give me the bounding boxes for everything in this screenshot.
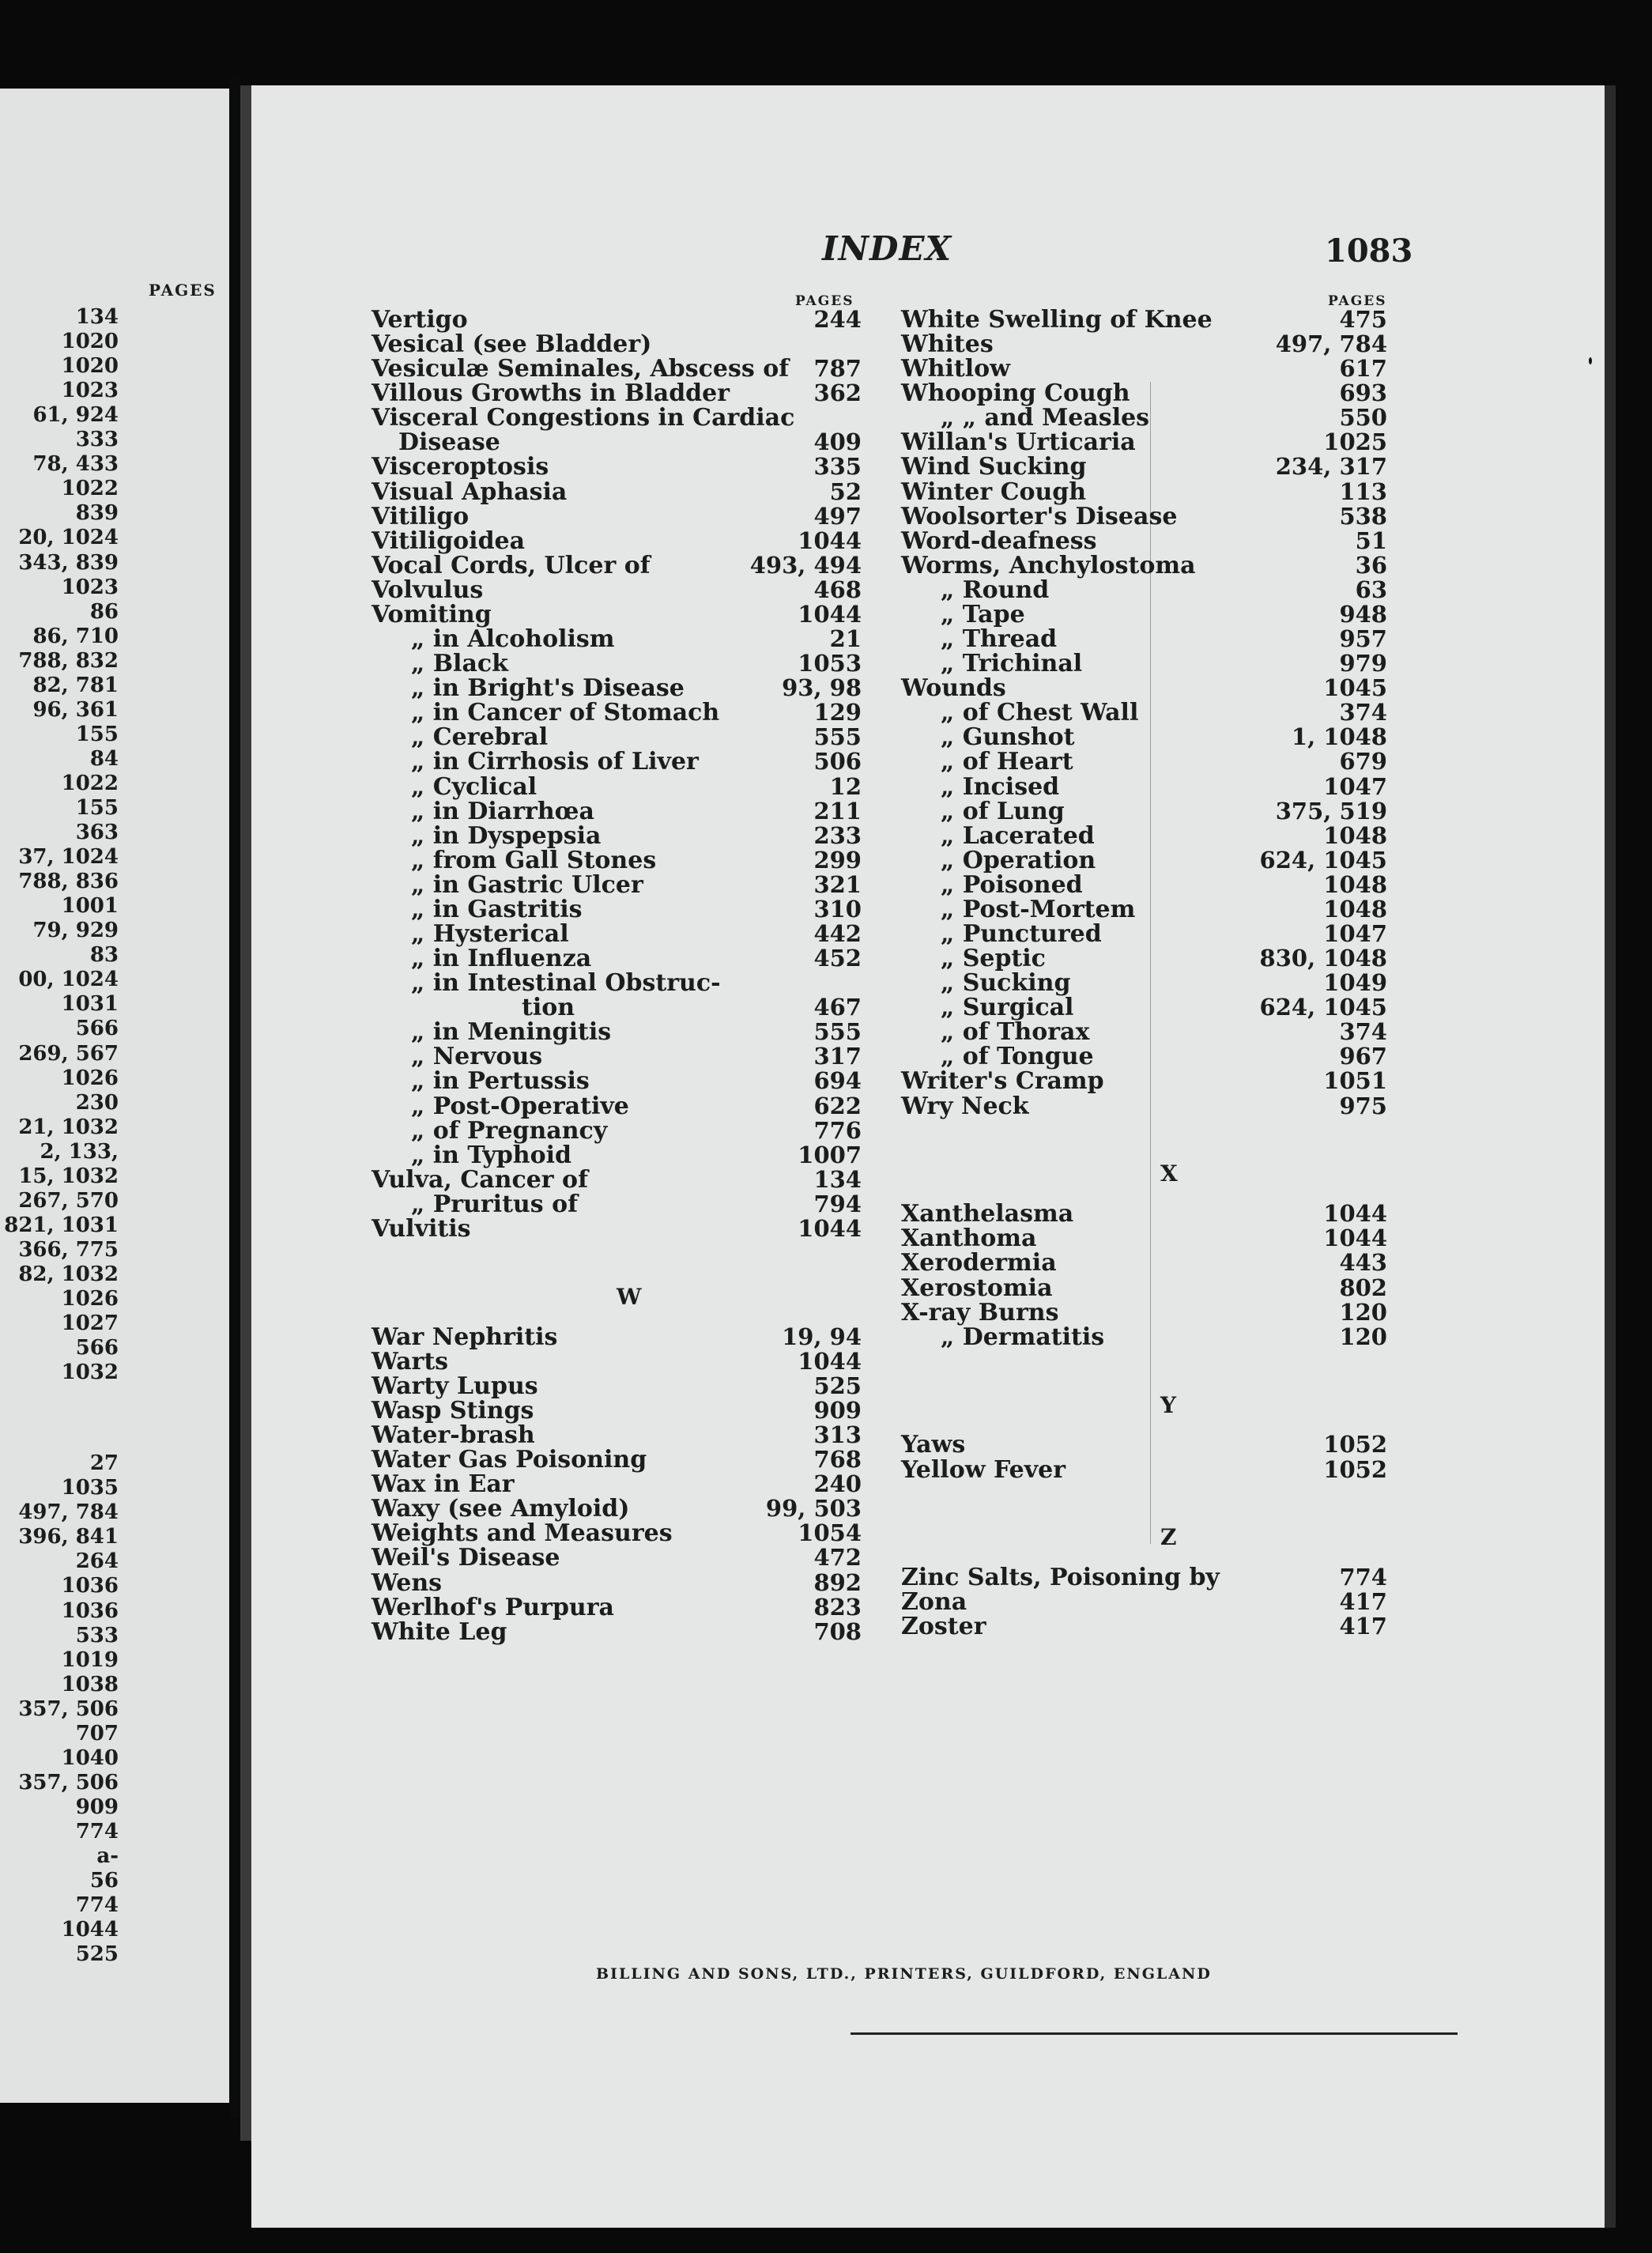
left-page-number: 1023 xyxy=(61,379,119,403)
left-page-number: 1038 xyxy=(61,1672,119,1696)
left-page-number: 788, 832 xyxy=(18,648,119,673)
left-page-number: 155 xyxy=(75,796,119,820)
left-page-number: 27 xyxy=(89,1451,119,1476)
section-letter: Y xyxy=(1160,1391,1176,1418)
index-entry: Vitiligoidea xyxy=(372,526,526,555)
index-entry: Vomiting xyxy=(372,600,492,628)
left-page-number: 357, 506 xyxy=(18,1770,119,1794)
index-entry: „ in Diarrhœa xyxy=(411,797,594,825)
index-page-ref: 1045 xyxy=(1323,674,1387,702)
index-entry: „ of Chest Wall xyxy=(941,699,1139,727)
index-page-ref: 823 xyxy=(813,1593,862,1621)
index-entry: Vulvitis xyxy=(372,1214,471,1243)
index-entry: Whites xyxy=(901,330,994,359)
index-page-ref: 1047 xyxy=(1323,772,1387,800)
index-entry: Wens xyxy=(372,1568,443,1597)
index-entry: Worms, Anchylostoma xyxy=(901,551,1196,579)
index-entry: „ Lacerated xyxy=(941,821,1095,850)
index-page-ref: 892 xyxy=(813,1568,862,1596)
index-page-ref: 794 xyxy=(813,1190,862,1217)
index-entry: „ in Meningitis xyxy=(411,1018,612,1047)
left-page-number: 363 xyxy=(75,821,119,845)
section-letter: W xyxy=(617,1283,642,1310)
index-entry: „ Nervous xyxy=(411,1043,543,1071)
index-entry: Volvulus xyxy=(372,576,484,604)
index-entry: Wry Neck xyxy=(901,1092,1029,1120)
index-entry: „ Tape xyxy=(941,600,1025,628)
index-entry: „ of Heart xyxy=(941,748,1073,776)
index-page-ref: 979 xyxy=(1339,650,1387,677)
index-page-ref: 550 xyxy=(1339,404,1387,432)
section-letter: X xyxy=(1160,1160,1178,1187)
index-entry: tion xyxy=(522,994,575,1022)
left-page-number: 269, 567 xyxy=(18,1041,119,1066)
left-page-number: 00, 1024 xyxy=(18,968,119,992)
left-page-number: 37, 1024 xyxy=(18,845,119,870)
index-entry: Zoster xyxy=(901,1613,986,1641)
index-page-ref: 802 xyxy=(1339,1274,1387,1301)
index-entry: „ Septic xyxy=(941,945,1046,973)
left-page-number: 56 xyxy=(89,1869,119,1893)
index-entry: War Nephritis xyxy=(372,1323,558,1351)
index-page-ref: 211 xyxy=(813,797,862,825)
index-page-ref: 374 xyxy=(1339,699,1387,726)
index-page-ref: 21 xyxy=(829,625,862,653)
index-entry: Wounds xyxy=(901,674,1006,703)
left-page-number: 566 xyxy=(75,1336,119,1360)
index-entry: Yaws xyxy=(901,1431,966,1459)
index-entry: „ in Intestinal Obstruc- xyxy=(411,969,721,998)
index-page-ref: 321 xyxy=(813,870,862,898)
index-page-ref: 134 xyxy=(813,1165,862,1193)
index-entry: Weil's Disease xyxy=(372,1544,560,1572)
index-entry: Werlhof's Purpura xyxy=(372,1593,614,1621)
index-entry: „ Punctured xyxy=(941,920,1102,948)
left-page-number: 155 xyxy=(75,722,119,746)
index-page-ref: 93, 98 xyxy=(782,674,862,702)
index-entry: Visceroptosis xyxy=(372,453,549,481)
left-page-number: 83 xyxy=(89,943,119,968)
left-page-number: 78, 433 xyxy=(32,452,119,477)
index-page-ref: 787 xyxy=(813,355,862,383)
left-page-number: 788, 836 xyxy=(18,870,119,894)
index-page-ref: 493, 494 xyxy=(749,551,862,579)
index-page-ref: 1044 xyxy=(798,1214,862,1242)
index-page-ref: 442 xyxy=(813,920,862,947)
index-page-ref: 299 xyxy=(813,846,862,874)
index-entry: Zinc Salts, Poisoning by xyxy=(901,1564,1220,1592)
section-letter: Z xyxy=(1160,1524,1177,1551)
index-entry: Xerodermia xyxy=(901,1249,1057,1277)
index-entry: Yellow Fever xyxy=(901,1455,1066,1484)
index-entry: „ in Cirrhosis of Liver xyxy=(411,748,699,776)
index-entry: „ Dermatitis xyxy=(941,1323,1105,1351)
index-page-ref: 1052 xyxy=(1323,1431,1387,1459)
column-header-right: PAGES xyxy=(1328,293,1387,309)
index-page-ref: 975 xyxy=(1339,1092,1387,1119)
index-page-ref: 234, 317 xyxy=(1275,453,1387,481)
printer-imprint: BILLING AND SONS, LTD., PRINTERS, GUILDFORD, ENGLAND xyxy=(596,1965,1212,1983)
left-page-number: 267, 570 xyxy=(18,1188,119,1213)
left-page-number: 1044 xyxy=(61,1918,119,1942)
index-entry: „ „ and Measles xyxy=(941,404,1150,432)
column-header-left: PAGES xyxy=(795,293,854,309)
left-page-number: 839 xyxy=(75,501,119,526)
left-page-number: 1035 xyxy=(61,1476,119,1500)
left-page-number: 96, 361 xyxy=(32,697,119,722)
left-page-number: 774 xyxy=(75,1893,119,1918)
left-page-number: 497, 784 xyxy=(18,1500,119,1525)
index-page-ref: 1049 xyxy=(1323,969,1387,997)
index-page-ref: 497 xyxy=(813,502,862,530)
index-entry: Wind Sucking xyxy=(901,453,1087,481)
index-entry: Warty Lupus xyxy=(372,1372,538,1400)
left-page-number: 264 xyxy=(75,1549,119,1574)
index-entry: „ Round xyxy=(941,576,1050,604)
index-page-ref: 63 xyxy=(1355,576,1387,603)
index-entry: „ Thread xyxy=(941,625,1058,654)
index-entry: Vesical (see Bladder) xyxy=(372,330,652,359)
left-page-number: 15, 1032 xyxy=(18,1164,119,1188)
index-page-ref: 1044 xyxy=(1323,1200,1387,1228)
left-page-number: 707 xyxy=(75,1721,119,1745)
left-page-number: 230 xyxy=(75,1090,119,1115)
index-page-ref: 113 xyxy=(1339,477,1387,505)
left-page-fragment xyxy=(0,89,229,2103)
index-page-ref: 335 xyxy=(813,453,862,481)
index-page-ref: 768 xyxy=(813,1446,862,1474)
left-page-number: 1020 xyxy=(61,330,119,354)
index-page-ref: 679 xyxy=(1339,748,1387,776)
left-page-number: 343, 839 xyxy=(18,550,119,575)
index-entry: Whitlow xyxy=(901,355,1010,383)
index-entry: „ Sucking xyxy=(941,969,1071,998)
index-page-ref: 693 xyxy=(1339,379,1387,407)
left-page-number: 1032 xyxy=(61,1360,119,1385)
index-page-ref: 120 xyxy=(1339,1323,1387,1350)
index-page-ref: 375, 519 xyxy=(1275,797,1387,825)
index-page-ref: 1044 xyxy=(1323,1225,1387,1252)
index-entry: „ Cyclical xyxy=(411,772,537,801)
index-entry: Wasp Stings xyxy=(372,1396,534,1425)
index-entry: Xanthoma xyxy=(901,1225,1037,1253)
index-entry: „ Trichinal xyxy=(941,650,1083,678)
index-page-ref: 1054 xyxy=(798,1519,862,1547)
index-page-ref: 1048 xyxy=(1323,821,1387,849)
left-page-number: 533 xyxy=(75,1623,119,1647)
index-entry: „ Hysterical xyxy=(411,920,569,948)
index-entry: Disease xyxy=(398,428,500,457)
index-page-ref: 472 xyxy=(813,1544,862,1572)
index-page-ref: 948 xyxy=(1339,600,1387,628)
gutter-edge xyxy=(240,85,251,2141)
left-page-number: 357, 506 xyxy=(18,1696,119,1721)
index-entry: „ of Lung xyxy=(941,797,1065,825)
index-page-ref: 362 xyxy=(813,379,862,407)
index-page-ref: 317 xyxy=(813,1043,862,1070)
left-page-number: 1036 xyxy=(61,1574,119,1598)
index-entry: Word-deafness xyxy=(901,526,1097,555)
index-entry: Warts xyxy=(372,1347,449,1376)
index-page-ref: 409 xyxy=(813,428,862,456)
left-page-number: 1040 xyxy=(61,1745,119,1770)
left-page-number: 1020 xyxy=(61,354,119,379)
index-page-ref: 624, 1045 xyxy=(1259,846,1387,874)
left-page-number: 61, 924 xyxy=(32,403,119,428)
index-page-ref: 417 xyxy=(1339,1588,1387,1616)
left-page-number: 1026 xyxy=(61,1066,119,1090)
imprint-rule xyxy=(851,2032,1458,2035)
index-page-ref: 694 xyxy=(813,1067,862,1095)
left-page-number: 86 xyxy=(89,599,119,624)
index-entry: White Swelling of Knee xyxy=(901,306,1213,334)
index-page-ref: 1025 xyxy=(1323,428,1387,456)
index-page-ref: 99, 503 xyxy=(765,1495,862,1523)
index-page-ref: 475 xyxy=(1339,306,1387,333)
index-page-ref: 555 xyxy=(813,1018,862,1046)
page-number: 1083 xyxy=(1325,232,1413,270)
index-page-ref: 617 xyxy=(1339,355,1387,383)
index-entry: „ Surgical xyxy=(941,994,1074,1022)
left-page-number: 333 xyxy=(75,428,119,452)
index-entry: Water Gas Poisoning xyxy=(372,1446,647,1474)
index-entry: Visual Aphasia xyxy=(372,477,568,506)
index-entry: „ in Alcoholism xyxy=(411,625,615,654)
index-page-ref: 1048 xyxy=(1323,895,1387,923)
index-page-ref: 538 xyxy=(1339,502,1387,530)
index-entry: Water-brash xyxy=(372,1421,535,1450)
index-entry: Woolsorter's Disease xyxy=(901,502,1178,530)
index-page-ref: 467 xyxy=(813,994,862,1021)
index-page-ref: 417 xyxy=(1339,1613,1387,1640)
left-page-number: 566 xyxy=(75,1017,119,1041)
index-entry: Winter Cough xyxy=(901,477,1087,506)
index-page-ref: 52 xyxy=(829,477,862,505)
page-shadow xyxy=(1605,85,1616,2228)
index-entry: X-ray Burns xyxy=(901,1298,1059,1327)
index-entry: Whooping Cough xyxy=(901,379,1130,408)
index-page-ref: 909 xyxy=(813,1396,862,1424)
index-entry: „ of Pregnancy xyxy=(411,1116,608,1145)
left-page-number: 1027 xyxy=(61,1311,119,1336)
left-page-number: 1022 xyxy=(61,771,119,795)
index-entry: „ Incised xyxy=(941,772,1060,801)
index-page-ref: 51 xyxy=(1355,526,1387,554)
left-page-number: 366, 775 xyxy=(18,1237,119,1262)
index-entry: „ in Pertussis xyxy=(411,1067,590,1096)
index-entry: „ Post-Mortem xyxy=(941,895,1136,923)
index-entry: „ in Bright's Disease xyxy=(411,674,685,703)
index-entry: „ in Influenza xyxy=(411,945,592,973)
index-page-ref: 497, 784 xyxy=(1275,330,1387,358)
index-entry: „ Black xyxy=(411,650,508,678)
index-entry: Xerostomia xyxy=(901,1274,1053,1302)
index-entry: Vocal Cords, Ulcer of xyxy=(372,551,651,579)
index-entry: Vertigo xyxy=(372,306,468,334)
left-page-number: 909 xyxy=(75,1794,119,1819)
index-page-ref: 957 xyxy=(1339,625,1387,653)
index-page-ref: 129 xyxy=(813,699,862,726)
left-page-number: 525 xyxy=(75,1942,119,1967)
index-page-ref: 776 xyxy=(813,1116,862,1144)
index-entry: White Leg xyxy=(372,1617,507,1646)
left-page-number: 1001 xyxy=(61,894,119,919)
left-page-number: 20, 1024 xyxy=(18,526,119,550)
index-page-ref: 1044 xyxy=(798,600,862,628)
left-page-number: 821, 1031 xyxy=(4,1213,119,1237)
index-page-ref: 468 xyxy=(813,576,862,603)
index-page-ref: 1053 xyxy=(798,650,862,677)
left-page-number: 2, 133, xyxy=(40,1139,119,1164)
index-page-ref: 240 xyxy=(813,1470,862,1498)
index-page-ref: 120 xyxy=(1339,1298,1387,1326)
index-entry: „ Operation xyxy=(941,846,1096,874)
index-entry: „ Cerebral xyxy=(411,723,549,752)
index-entry: Wax in Ear xyxy=(372,1470,515,1499)
index-page-ref: 708 xyxy=(813,1617,862,1645)
index-entry: Waxy (see Amyloid) xyxy=(372,1495,630,1523)
left-column-header: PAGES xyxy=(149,281,217,300)
index-page-ref: 774 xyxy=(1339,1564,1387,1591)
index-entry: „ of Tongue xyxy=(941,1043,1094,1071)
index-page-ref: 555 xyxy=(813,723,862,751)
index-entry: „ in Dyspepsia xyxy=(411,821,602,850)
index-page-ref: 310 xyxy=(813,895,862,923)
left-page-number: 82, 1032 xyxy=(18,1262,119,1286)
running-title: INDEX xyxy=(822,229,952,268)
left-page-number: 79, 929 xyxy=(32,919,119,943)
left-page-number: 396, 841 xyxy=(18,1525,119,1549)
index-page-ref: 830, 1048 xyxy=(1259,945,1387,972)
index-entry: „ from Gall Stones xyxy=(411,846,657,874)
index-page-ref: 313 xyxy=(813,1421,862,1449)
left-page-number: 134 xyxy=(75,305,119,329)
index-page-ref: 506 xyxy=(813,748,862,776)
index-entry: Zona xyxy=(901,1588,967,1617)
index-entry: „ of Thorax xyxy=(941,1018,1090,1047)
index-page-ref: 1044 xyxy=(798,526,862,554)
index-page-ref: 443 xyxy=(1339,1249,1387,1277)
index-entry: Visceral Congestions in Cardiac xyxy=(372,404,795,432)
index-entry: „ Pruritus of xyxy=(411,1190,578,1218)
index-page-ref: 1052 xyxy=(1323,1455,1387,1483)
left-page-number: 1031 xyxy=(61,992,119,1017)
index-page-ref: 36 xyxy=(1355,551,1387,579)
index-entry: „ in Typhoid xyxy=(411,1141,571,1169)
index-entry: Vitiligo xyxy=(372,502,470,530)
index-page-ref: 622 xyxy=(813,1092,862,1119)
index-entry: Willan's Urticaria xyxy=(901,428,1136,457)
left-page-number: 1023 xyxy=(61,575,119,599)
index-entry: „ in Cancer of Stomach xyxy=(411,699,720,727)
index-page-ref: 233 xyxy=(813,821,862,849)
left-page-number: 84 xyxy=(89,746,119,771)
index-entry: Vesiculæ Seminales, Abscess of xyxy=(372,355,790,383)
index-entry: Xanthelasma xyxy=(901,1200,1074,1228)
left-page-number: 21, 1032 xyxy=(18,1115,119,1139)
left-page-number: 774 xyxy=(75,1819,119,1844)
index-page-ref: 452 xyxy=(813,945,862,972)
index-entry: „ Gunshot xyxy=(941,723,1075,752)
index-entry: „ Post-Operative xyxy=(411,1092,629,1120)
index-page-ref: 1044 xyxy=(798,1347,862,1375)
left-page-number: 1026 xyxy=(61,1287,119,1311)
left-page-number: 1019 xyxy=(61,1647,119,1672)
index-page-ref: 967 xyxy=(1339,1043,1387,1070)
index-entry: Writer's Cramp xyxy=(901,1067,1104,1096)
index-page xyxy=(251,85,1605,2228)
index-page-ref: 244 xyxy=(813,306,862,333)
speck-mark xyxy=(1589,357,1592,364)
index-page-ref: 1051 xyxy=(1323,1067,1387,1095)
left-page-number: 86, 710 xyxy=(32,624,119,648)
index-page-ref: 1007 xyxy=(798,1141,862,1168)
index-page-ref: 12 xyxy=(829,772,862,800)
index-entry: „ in Gastric Ulcer xyxy=(411,870,643,899)
index-page-ref: 1, 1048 xyxy=(1291,723,1387,751)
index-page-ref: 19, 94 xyxy=(782,1323,862,1350)
left-page-number: a- xyxy=(96,1844,119,1868)
index-entry: „ in Gastritis xyxy=(411,895,583,923)
index-page-ref: 624, 1045 xyxy=(1259,994,1387,1021)
index-page-ref: 1048 xyxy=(1323,870,1387,898)
index-entry: Villous Growths in Bladder xyxy=(372,379,730,408)
index-entry: Weights and Measures xyxy=(372,1519,673,1548)
left-page-number: 82, 781 xyxy=(32,673,119,697)
index-entry: „ Poisoned xyxy=(941,870,1083,899)
left-page-number: 1022 xyxy=(61,477,119,501)
index-page-ref: 525 xyxy=(813,1372,862,1399)
index-page-ref: 1047 xyxy=(1323,920,1387,947)
left-page-number: 1036 xyxy=(61,1598,119,1623)
gutter xyxy=(229,79,240,2119)
index-entry: Vulva, Cancer of xyxy=(372,1165,588,1194)
index-page-ref: 374 xyxy=(1339,1018,1387,1046)
